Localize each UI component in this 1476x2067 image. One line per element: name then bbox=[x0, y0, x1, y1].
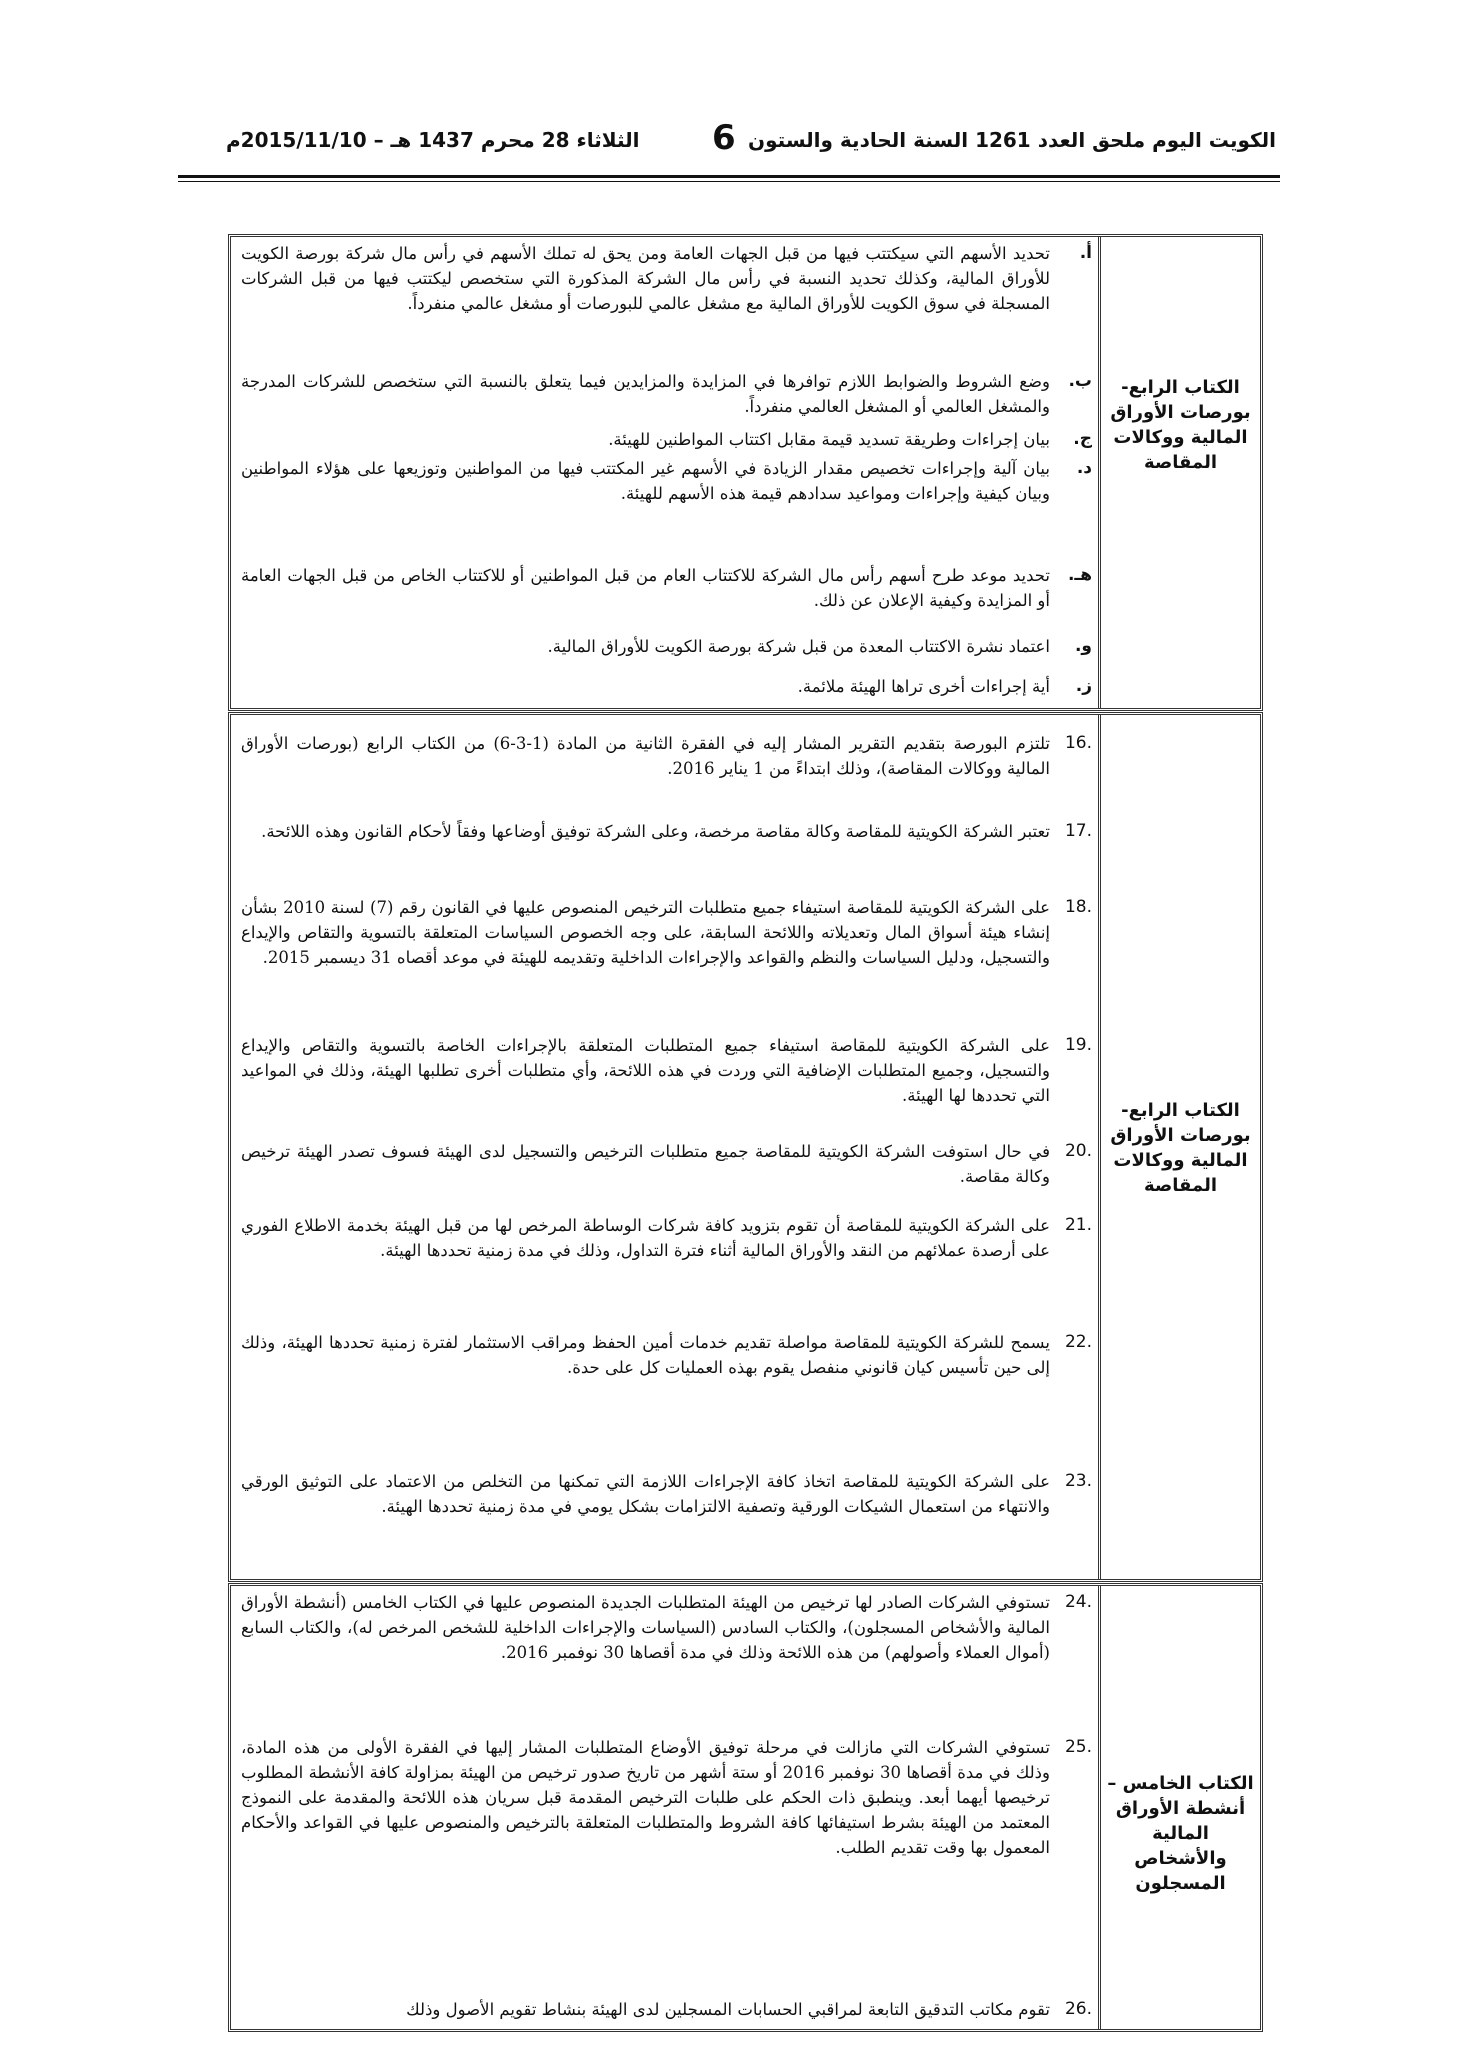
header-date: الثلاثاء 28 محرم 1437 هـ – 2015/11/10م bbox=[226, 128, 640, 152]
list-item bbox=[241, 456, 1098, 506]
header-rule bbox=[178, 175, 1280, 178]
list-item bbox=[241, 1997, 1098, 2022]
item-number: 26. bbox=[1064, 1999, 1092, 2019]
item-text: في حال استوفت الشركة الكويتية للمقاصة جميع متطلبات الترخيص والتسجيل لدى الهيئة فسوف تصدر الهيئة ترخيص وكالة مقاصة. bbox=[241, 1142, 1050, 1186]
page-number: 6 bbox=[712, 118, 736, 158]
header-rule-thin bbox=[178, 181, 1280, 182]
category-cell bbox=[1098, 1586, 1260, 2029]
item-text: تلتزم البورصة بتقديم التقرير المشار إليه في الفقرة الثانية من المادة (1-3-6) من الكتاب الرابع (بورصات الأوراق المالية ووكالات المقاصة)، وذلك ابتداءً من 1 يناير 2016. bbox=[241, 734, 1051, 778]
item-number: 24. bbox=[1064, 1592, 1092, 1612]
list-item bbox=[241, 634, 1098, 659]
table-row bbox=[228, 234, 1263, 711]
item-text: تحديد موعد طرح أسهم رأس مال الشركة للاكتتاب العام من قبل المواطنين أو للاكتتاب الخاص من قبل الجهات العامة أو المزايدة وكيفية الإعلان عن ذلك. bbox=[241, 566, 1050, 610]
item-text: تحديد الأسهم التي سيكتتب فيها من قبل الجهات العامة ومن يحق له تملك الأسهم في رأس مال شركة بورصة الكويت للأوراق المالية، وكذلك تحديد النسبة في رأس مال الشركة المذكورة التي ستخصص ليكتتب فيها من قبل الشركات المسجلة في سوق الكويت للأوراق المالية مع مشغل عالمي للبورصات أو مشغل عالمي منفرداً. bbox=[241, 244, 1050, 313]
item-text: تستوفي الشركات الصادر لها ترخيص من الهيئة المتطلبات الجديدة المنصوص عليها في الكتاب الخامس (أنشطة الأوراق المالية والأشخاص المسجلون)، والكتاب السادس (السياسات والإجراءات الداخلية للشخص المرخص له)، والكتاب السابع (أموال العملاء وأصولهم) من هذه اللائحة وذلك في مدة أقصاها 30 نوفمبر 2016. bbox=[241, 1593, 1050, 1662]
item-text: اعتماد نشرة الاكتتاب المعدة من قبل شركة بورصة الكويت للأوراق المالية. bbox=[547, 637, 1050, 656]
list-item bbox=[241, 819, 1098, 844]
item-marker: د. bbox=[1076, 458, 1092, 478]
item-number: 21. bbox=[1064, 1215, 1092, 1235]
content-cell bbox=[231, 715, 1098, 1579]
item-text: بيان آلية وإجراءات تخصيص مقدار الزيادة في الأسهم غير المكتتب فيها من المواطنين وتوزيعها على هؤلاء المواطنين وبيان كيفية وإجراءات ومواعيد سدادهم قيمة هذه الأسهم للهيئة. bbox=[241, 459, 1050, 503]
item-text: تقوم مكاتب التدقيق التابعة لمراقبي الحسابات المسجلين لدى الهيئة بنشاط تقويم الأصول وذلك bbox=[406, 2000, 1050, 2019]
item-marker: ب. bbox=[1068, 371, 1092, 391]
item-number: 25. bbox=[1064, 1737, 1092, 1757]
category-cell bbox=[1098, 237, 1260, 708]
list-item bbox=[241, 1139, 1098, 1189]
list-item bbox=[241, 241, 1098, 316]
item-number: 23. bbox=[1064, 1471, 1092, 1491]
list-item bbox=[241, 1213, 1098, 1263]
item-text: على الشركة الكويتية للمقاصة استيفاء جميع المتطلبات المتعلقة بالإجراءات الخاصة بالتسوية والتقاص والإيداع والتسجيل، وجميع المتطلبات الإضافية التي وردت في هذه اللائحة، وأي متطلبات أخرى تطلبها الهيئة، وذلك في المواعيد التي تحددها لها الهيئة. bbox=[241, 1036, 1050, 1105]
item-marker: أ. bbox=[1079, 243, 1092, 263]
table-row bbox=[228, 1583, 1263, 2032]
category-label: الكتاب الرابع- بورصات الأوراق المالية ووكالات المقاصة bbox=[1110, 377, 1251, 473]
item-marker: هـ. bbox=[1067, 565, 1092, 585]
item-number: 19. bbox=[1064, 1035, 1092, 1055]
content-cell bbox=[231, 1586, 1098, 2029]
item-text: تستوفي الشركات التي مازالت في مرحلة توفيق الأوضاع المتطلبات المشار إليها في الفقرة الأولى من هذه المادة، وذلك في مدة أقصاها 30 نوفمبر 2016 أو ستة أشهر من تاريخ صدور ترخيص من الهيئة بمزاولة كافة الأنشطة المطلوب ترخيصها أيهما أبعد. وينطبق ذات الحكم على طلبات الترخيص المقدمة قبل سريان هذه اللائحة والمقدمة على النموذج المعتمد من الهيئة بشرط استيفائها كافة الشروط والمتطلبات المتعلقة بالترخيص والمنصوص عليها في القواعد والأحكام المعمول بها وقت تقديم الطلب. bbox=[241, 1738, 1050, 1857]
item-text: تعتبر الشركة الكويتية للمقاصة وكالة مقاصة مرخصة، وعلى الشركة توفيق أوضاعها وفقاً لأحكام القانون وهذه اللائحة. bbox=[261, 822, 1050, 841]
category-label: الكتاب الرابع- بورصات الأوراق المالية ووكالات المقاصة bbox=[1110, 1100, 1251, 1196]
list-item bbox=[241, 1590, 1098, 1665]
header-publication: الكويت اليوم ملحق العدد 1261 السنة الحادية والستون bbox=[748, 128, 1276, 152]
list-item bbox=[241, 731, 1098, 781]
item-text: على الشركة الكويتية للمقاصة استيفاء جميع متطلبات الترخيص المنصوص عليها في القانون رقم (7) لسنة 2010 بشأن إنشاء هيئة أسواق المال وتعديلاته واللائحة السابقة، على وجه الخصوص السياسات المتعلقة بالتسوية والتقاص والإيداع والتسجيل، ودليل السياسات والنظم والقواعد والإجراءات الداخلية وتقديمه للهيئة في موعد أقصاه 31 ديسمبر 2015. bbox=[241, 898, 1050, 967]
item-number: 22. bbox=[1064, 1332, 1092, 1352]
category-label: الكتاب الخامس – أنشطة الأوراق المالية والأشخاص المسجلون bbox=[1107, 1773, 1254, 1894]
list-item bbox=[241, 1330, 1098, 1380]
category-cell bbox=[1098, 715, 1260, 1579]
list-item bbox=[241, 1469, 1098, 1519]
list-item bbox=[241, 563, 1098, 613]
item-marker: و. bbox=[1074, 636, 1092, 656]
item-number: 17. bbox=[1064, 821, 1092, 841]
table-row bbox=[228, 712, 1263, 1582]
item-number: 18. bbox=[1064, 897, 1092, 917]
content-table bbox=[228, 234, 1263, 2032]
item-text: على الشركة الكويتية للمقاصة اتخاذ كافة الإجراءات اللازمة التي تمكنها من التخلص من الاعتماد على التوثيق الورقي والانتهاء من استعمال الشيكات الورقية وتصفية الالتزامات بشكل يومي في مدة زمنية تحددها الهيئة. bbox=[241, 1472, 1050, 1516]
list-item bbox=[241, 1033, 1098, 1108]
item-marker: ج. bbox=[1073, 429, 1092, 449]
item-text: وضع الشروط والضوابط اللازم توافرها في المزايدة والمزايدين فيما يتعلق بالنسبة التي ستخصص للشركات المدرجة والمشغل العالمي أو المشغل العالمي منفرداً. bbox=[241, 372, 1050, 416]
list-item bbox=[241, 369, 1098, 419]
item-text: أية إجراءات أخرى تراها الهيئة ملائمة. bbox=[797, 677, 1050, 696]
item-text: على الشركة الكويتية للمقاصة أن تقوم بتزويد كافة شركات الوساطة المرخص لها من قبل الهيئة بخدمة الاطلاع الفوري على أرصدة عملائهم من النقد والأوراق المالية أثناء فترة التداول، وذلك في مدة زمنية تحددها الهيئة. bbox=[241, 1216, 1050, 1260]
item-marker: ز. bbox=[1075, 676, 1092, 696]
item-number: 20. bbox=[1064, 1141, 1092, 1161]
item-text: بيان إجراءات وطريقة تسديد قيمة مقابل اكتتاب المواطنين للهيئة. bbox=[608, 430, 1050, 449]
item-number: 16. bbox=[1064, 733, 1092, 753]
content-cell bbox=[231, 237, 1098, 708]
list-item bbox=[241, 674, 1098, 699]
list-item bbox=[241, 1735, 1098, 1860]
item-text: يسمح للشركة الكويتية للمقاصة مواصلة تقديم خدمات أمين الحفظ ومراقب الاستثمار لفترة زمنية تحددها الهيئة، وذلك إلى حين تأسيس كيان قانوني منفصل يقوم بهذه العمليات كل على حدة. bbox=[241, 1333, 1050, 1377]
list-item bbox=[241, 427, 1098, 452]
list-item bbox=[241, 895, 1098, 970]
